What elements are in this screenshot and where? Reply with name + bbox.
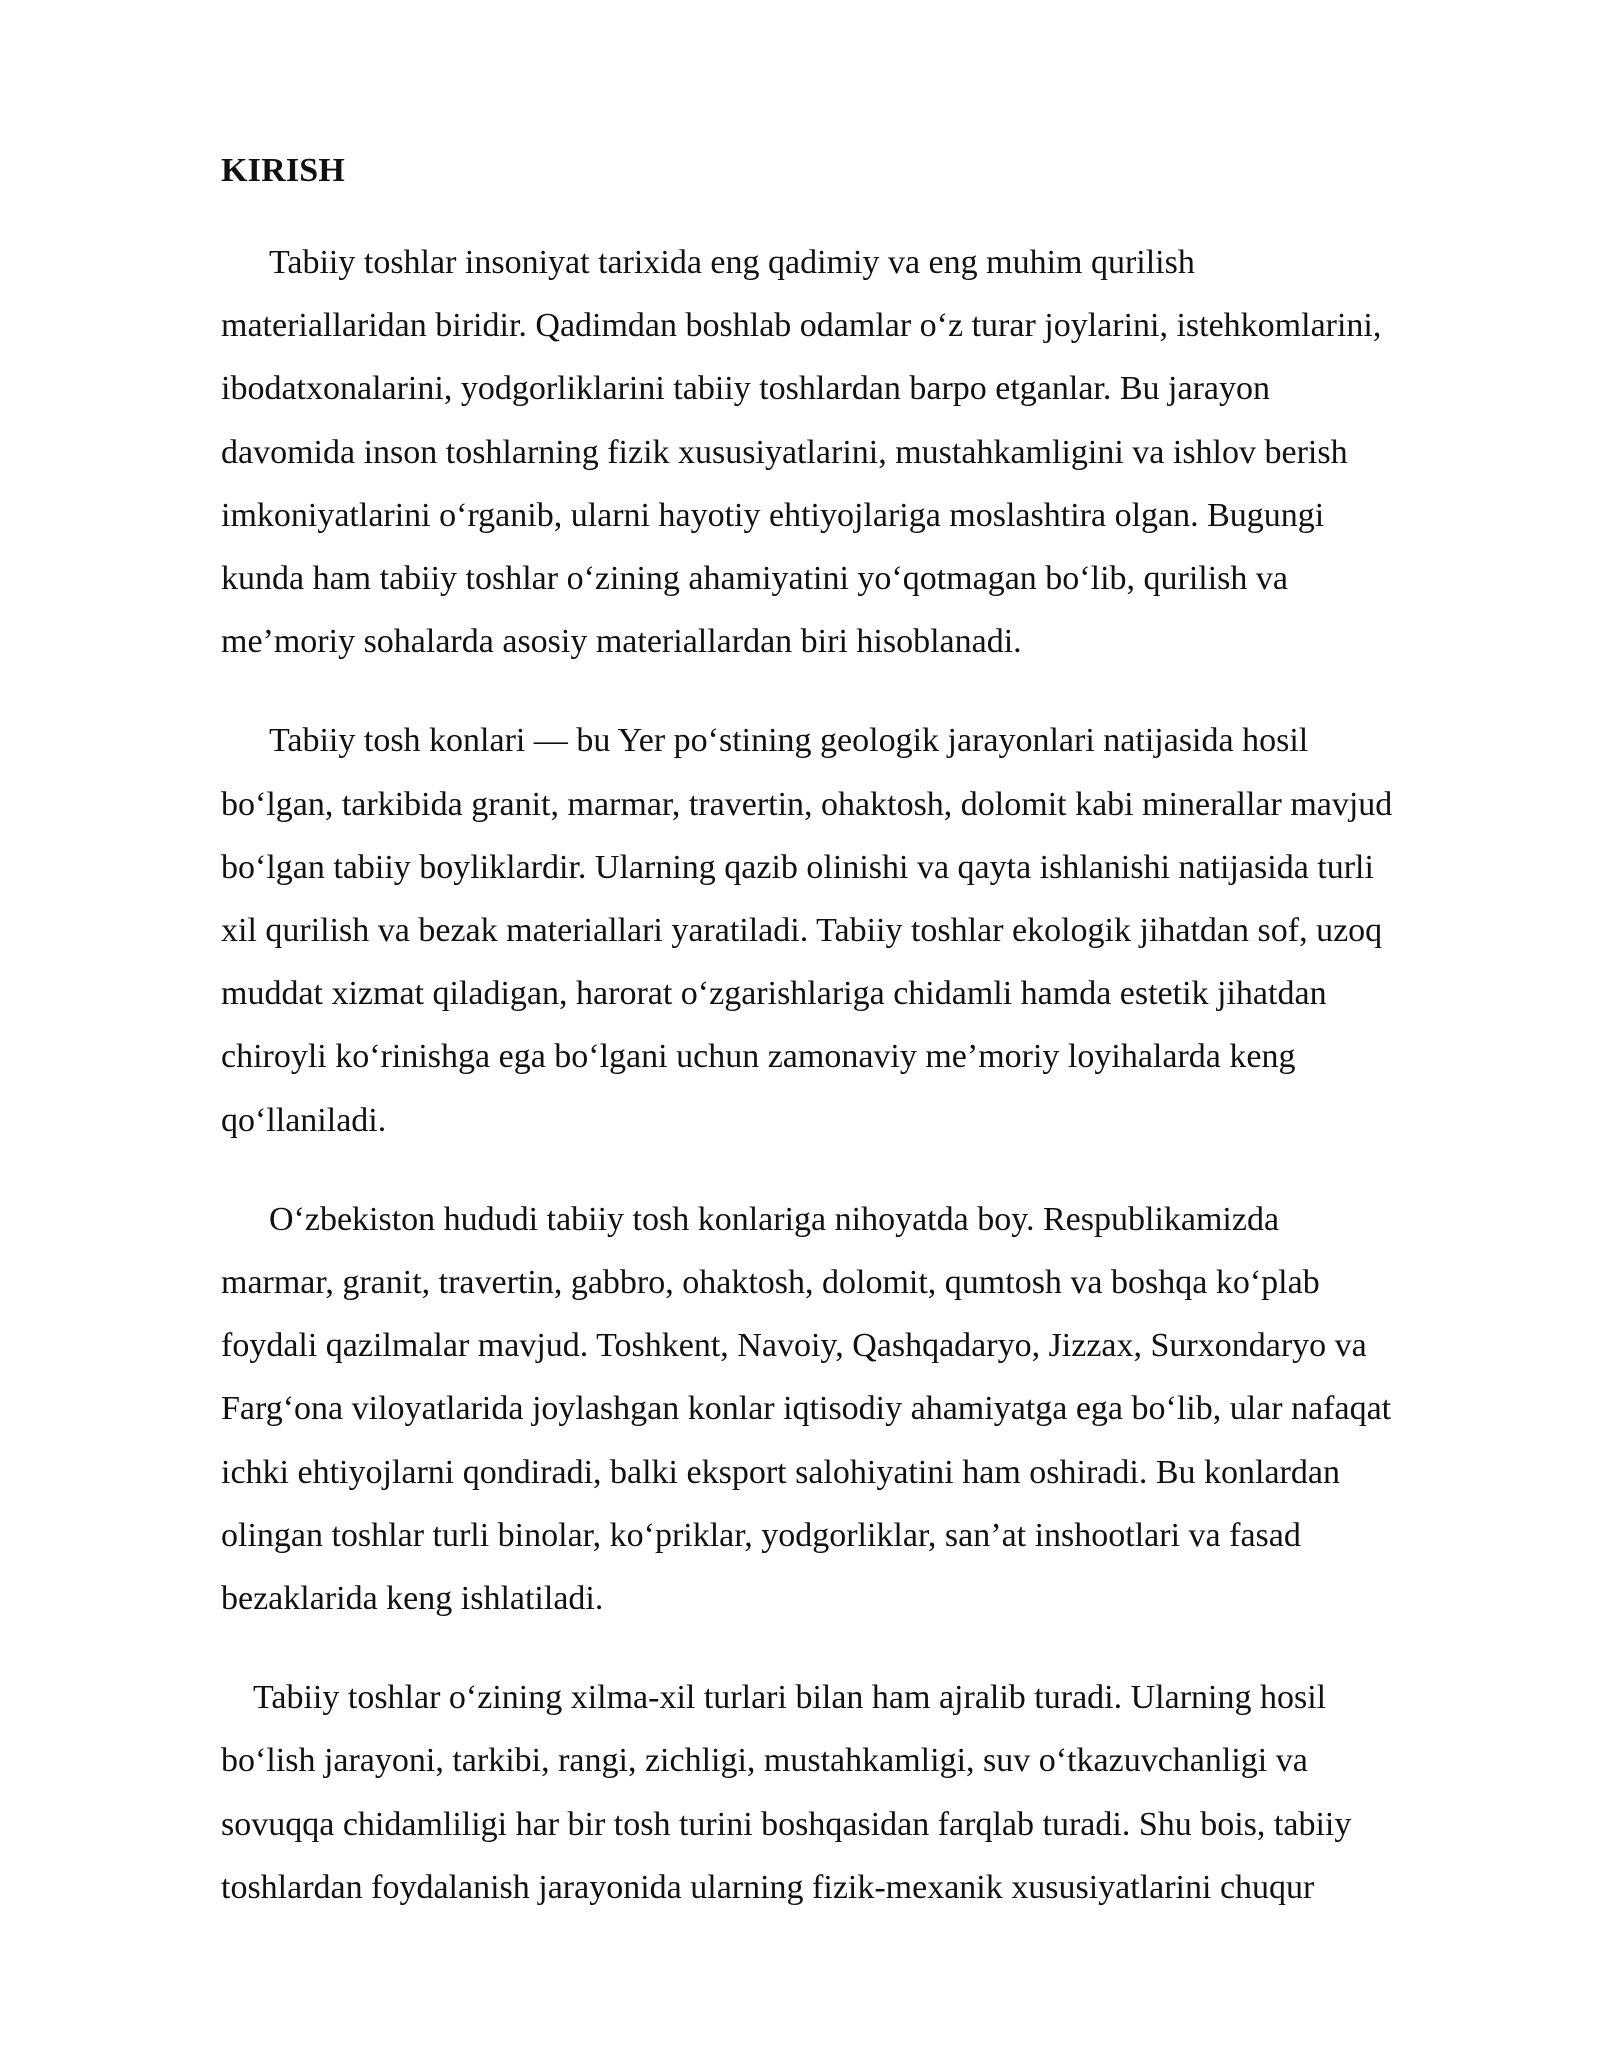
paragraph-3: O‘zbekiston hududi tabiiy tosh konlariga nihoyatda boy. Respublikamizda marmar, granit, travertin, gabbro, ohaktosh, dolomit, qumtosh va boshqa ko‘plab foydali qazilmalar mavjud. Toshkent, Navoiy, Qashqadaryo, Jizzax, Surxondaryo va Farg‘ona viloyatlarida joylashgan konlar iqtisodiy ahamiyatga ega bo‘lib, ular nafaqat ichki ehtiyojlarni qondiradi, balki eksport salohiyatini ham oshiradi. Bu konlardan olingan toshlar turli binolar, ko‘priklar, yodgorliklar, san’at inshootlari va fasad bezaklarida keng ishlatiladi. (221, 1200, 1392, 1618)
document-body (221, 141, 1491, 1955)
paragraph-2: Tabiiy tosh konlari — bu Yer po‘stining geologik jarayonlari natijasida hosil bo‘lgan, tarkibida granit, marmar, travertin, ohaktosh, dolomit kabi minerallar mavjud bo‘lgan tabiiy boyliklardir. Ularning qazib olinishi va qayta ishlanishi natijasida turli xil qurilish va bezak materiallari yaratiladi. Tabiiy toshlar ekologik jihatdan sof, uzoq muddat xizmat qiladigan, harorat o‘zgarishlariga chidamli hamda estetik jihatdan chiroyli ko‘rinishga ega bo‘lgani uchun zamonaviy me’moriy loyihalarda keng qo‘llaniladi. (221, 722, 1393, 1139)
paragraph-1: Tabiiy toshlar insoniyat tarixida eng qadimiy va eng muhim qurilish materiallaridan biridir. Qadimdan boshlab odamlar o‘z turar joylarini, istehkomlarini, ibodatxonalarini, yodgorliklarini tabiiy toshlardan barpo etganlar. Bu jarayon davomida inson toshlarning fizik xususiyatlarini, mustahkamligini va ishlov berish imkoniyatlarini o‘rganib, ularni hayotiy ehtiyojlariga moslashtira olgan. Bugungi kunda ham tabiiy toshlar o‘zining ahamiyatini yo‘qotmagan bo‘lib, qurilish va me’moriy sohalarda asosiy materiallardan biri hisoblanadi. (221, 244, 1382, 661)
paragraph-4: Tabiiy toshlar o‘zining xilma-xil turlari bilan ham ajralib turadi. Ularning hosil bo‘lish jarayoni, tarkibi, rangi, zichligi, mustahkamligi, suv o‘tkazuvchanligi va sovuqqa chidamliligi har bir tosh turini boshqasidan farqlab turadi. Shu bois, tabiiy toshlardan foydalanish jarayonida ularning fizik-mexanik xususiyatlarini chuqur (221, 1679, 1352, 1906)
section-heading: KIRISH (221, 152, 346, 189)
